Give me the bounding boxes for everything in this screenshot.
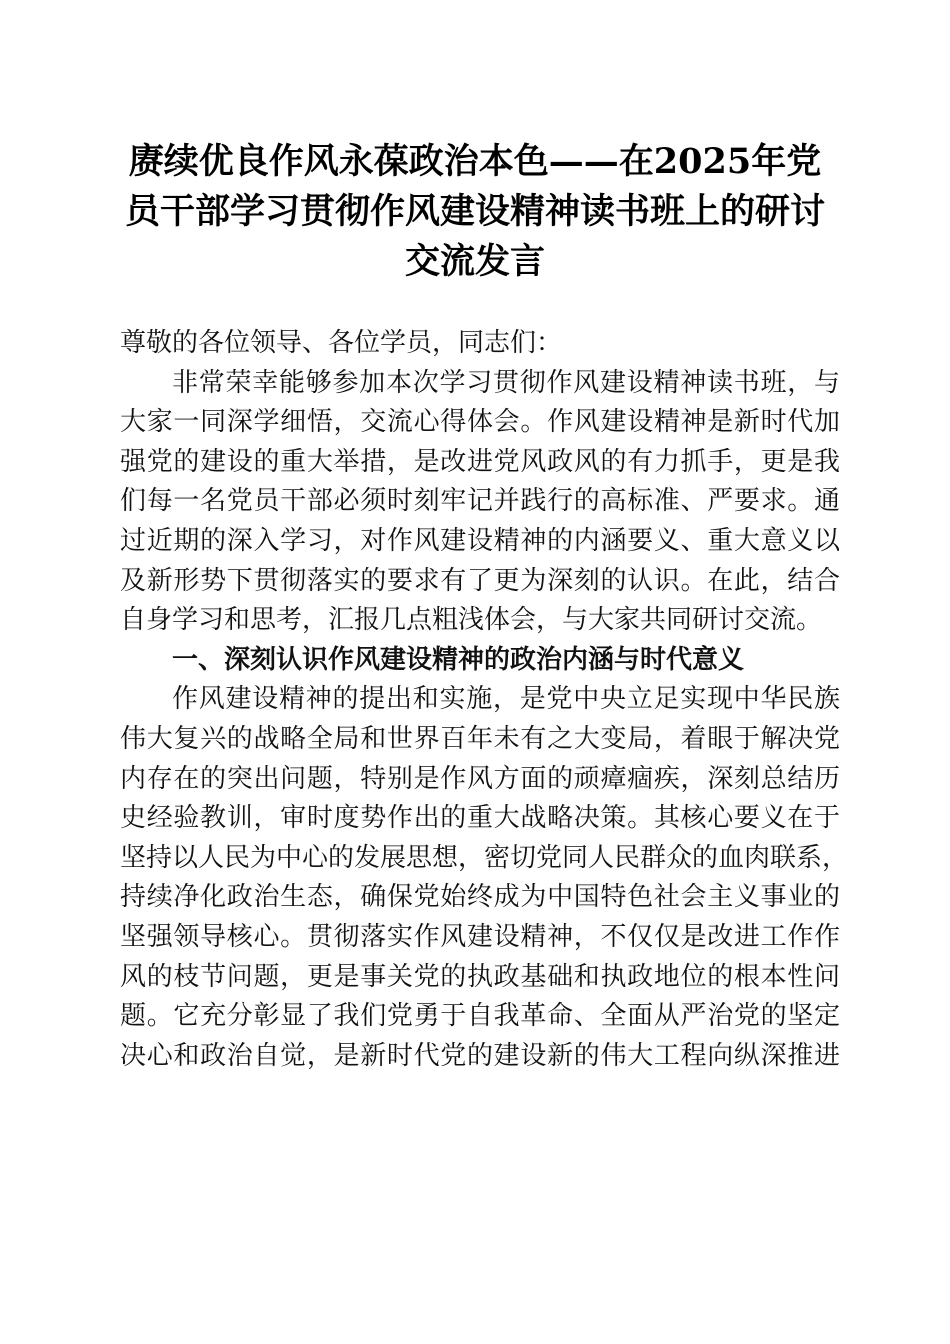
paragraph-line: 坚持以人民为中心的发展思想，密切党同人民群众的血肉联系，: [120, 842, 849, 873]
paragraph-line: 内存在的突出问题，特别是作风方面的顽瘴痼疾，深刻总结历: [120, 763, 840, 794]
paragraph-line: 及新形势下贯彻落实的要求有了更为深刻的认识。在此，结合: [120, 565, 840, 596]
paragraph-line: 强党的建设的重大举措，是改进党风政风的有力抓手，更是我: [120, 446, 840, 477]
paragraph-line: 风的枝节问题，更是事关党的执政基础和执政地位的根本性问: [120, 961, 840, 992]
paragraph-line: 大家一同深学细悟，交流心得体会。作风建设精神是新时代加: [120, 407, 840, 438]
paragraph-line: 题。它充分彰显了我们党勇于自我革命、全面从严治党的坚定: [120, 1001, 840, 1032]
paragraph-line: 过近期的深入学习，对作风建设精神的内涵要义、重大意义以: [120, 525, 840, 556]
paragraph-line: 自身学习和思考，汇报几点粗浅体会，与大家共同研讨交流。: [120, 605, 823, 636]
paragraph-line: 们每一名党员干部必须时刻牢记并践行的高标准、严要求。通: [120, 486, 840, 517]
document-title: [110, 137, 840, 287]
paragraph-line: 伟大复兴的战略全局和世界百年未有之大变局，着眼于解决党: [120, 723, 840, 754]
document-body: [120, 324, 849, 1076]
paragraph-line: 决心和政治自觉，是新时代党的建设新的伟大工程向纵深推进: [120, 1040, 840, 1071]
paragraph-line: 持续净化政治生态，确保党始终成为中国特色社会主义事业的: [120, 882, 840, 913]
paragraph-line: 史经验教训，审时度势作出的重大战略决策。其核心要义在于: [120, 803, 840, 834]
title-line: 交流发言: [404, 241, 545, 282]
section-heading: 一、深刻认识作风建设精神的政治内涵与时代意义: [172, 644, 745, 675]
paragraph-line: 作风建设精神的提出和实施，是党中央立足实现中华民族: [172, 684, 840, 715]
title-line: 赓续优良作风永葆政治本色——在2025年党: [128, 141, 822, 182]
salutation: 尊敬的各位领导、各位学员，同志们：: [120, 328, 563, 358]
paragraph-line: 非常荣幸能够参加本次学习贯彻作风建设精神读书班，与: [172, 367, 840, 398]
title-line: 员干部学习贯彻作风建设精神读书班上的研讨: [124, 191, 825, 232]
paragraph-line: 坚强领导核心。贯彻落实作风建设精神，不仅仅是改进工作作: [120, 921, 840, 952]
